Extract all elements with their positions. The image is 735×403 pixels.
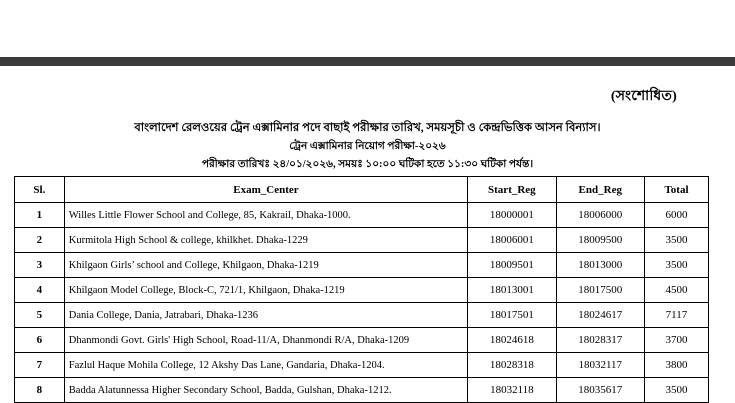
document-heading: বাংলাদেশ রেলওয়ের ট্রেন এক্সামিনার পদে বাছাই পরীক্ষার তারিখ, সময়সূচী ও কেন্দ্রভিত্তিক আসন বিন্যাস। bbox=[134, 122, 601, 134]
table-row bbox=[15, 378, 709, 403]
cell-total: 3700 bbox=[644, 328, 708, 353]
cell-exam-center: Fazlul Haque Mohila College, 12 Akshy Das Lane, Gandaria, Dhaka-1204. bbox=[64, 353, 467, 378]
cell-end-reg: 18035617 bbox=[556, 378, 644, 403]
cell-sl: 6 bbox=[15, 328, 65, 353]
table-row bbox=[15, 203, 709, 228]
cell-total: 3500 bbox=[644, 228, 708, 253]
cell-sl: 4 bbox=[15, 278, 65, 303]
cell-start-reg: 18028318 bbox=[468, 353, 556, 378]
cell-total: 3800 bbox=[644, 353, 708, 378]
cell-total: 4500 bbox=[644, 278, 708, 303]
top-border-bar bbox=[0, 57, 735, 66]
cell-end-reg: 18028317 bbox=[556, 328, 644, 353]
header-exam-center: Exam_Center bbox=[64, 177, 467, 203]
cell-total: 6000 bbox=[644, 203, 708, 228]
cell-start-reg: 18017501 bbox=[468, 303, 556, 328]
cell-end-reg: 18017500 bbox=[556, 278, 644, 303]
cell-exam-center: Badda Alatunnessa Higher Secondary School, Badda, Gulshan, Dhaka-1212. bbox=[64, 378, 467, 403]
cell-exam-center: Kurmitola High School & college, khilkhet. Dhaka-1229 bbox=[64, 228, 467, 253]
table-row bbox=[15, 253, 709, 278]
cell-exam-center: Willes Little Flower School and College, 85, Kakrail, Dhaka-1000. bbox=[64, 203, 467, 228]
cell-end-reg: 18006000 bbox=[556, 203, 644, 228]
header-total: Total bbox=[644, 177, 708, 203]
cell-sl: 8 bbox=[15, 378, 65, 403]
table-row bbox=[15, 228, 709, 253]
cell-exam-center: Dania College, Dania, Jatrabari, Dhaka-1236 bbox=[64, 303, 467, 328]
cell-exam-center: Khilgaon Girls’ school and College, Khilgaon, Dhaka-1219 bbox=[64, 253, 467, 278]
cell-sl: 2 bbox=[15, 228, 65, 253]
cell-end-reg: 18024617 bbox=[556, 303, 644, 328]
cell-total: 3500 bbox=[644, 378, 708, 403]
cell-exam-center: Dhanmondi Govt. Girls' High School, Road-11/A, Dhanmondi R/A, Dhaka-1209 bbox=[64, 328, 467, 353]
cell-start-reg: 18009501 bbox=[468, 253, 556, 278]
exam-center-table bbox=[14, 176, 709, 403]
cell-sl: 3 bbox=[15, 253, 65, 278]
cell-start-reg: 18032118 bbox=[468, 378, 556, 403]
cell-end-reg: 18032117 bbox=[556, 353, 644, 378]
table-row bbox=[15, 353, 709, 378]
cell-sl: 5 bbox=[15, 303, 65, 328]
exam-date-time: পরীক্ষার তারিখঃ ২৪/০১/২০২৬, সময়ঃ ১০:০০ ঘটিকা হতে ১১:৩০ ঘটিকা পর্যন্ত। bbox=[201, 159, 534, 170]
cell-start-reg: 18000001 bbox=[468, 203, 556, 228]
cell-start-reg: 18024618 bbox=[468, 328, 556, 353]
exam-title: ট্রেন এক্সামিনার নিয়োগ পরীক্ষা-২০২৬ bbox=[289, 141, 446, 152]
cell-sl: 7 bbox=[15, 353, 65, 378]
header-sl: Sl. bbox=[15, 177, 65, 203]
cell-start-reg: 18006001 bbox=[468, 228, 556, 253]
cell-total: 7117 bbox=[644, 303, 708, 328]
revised-note: (সংশোধিত) bbox=[610, 89, 677, 104]
table-header-row bbox=[15, 177, 709, 203]
table-row bbox=[15, 303, 709, 328]
cell-end-reg: 18009500 bbox=[556, 228, 644, 253]
cell-start-reg: 18013001 bbox=[468, 278, 556, 303]
table-row bbox=[15, 278, 709, 303]
cell-exam-center: Khilgaon Model College, Block-C, 721/1, Khilgaon, Dhaka-1219 bbox=[64, 278, 467, 303]
cell-total: 3500 bbox=[644, 253, 708, 278]
table-row bbox=[15, 328, 709, 353]
cell-sl: 1 bbox=[15, 203, 65, 228]
header-start-reg: Start_Reg bbox=[468, 177, 556, 203]
header-end-reg: End_Reg bbox=[556, 177, 644, 203]
cell-end-reg: 18013000 bbox=[556, 253, 644, 278]
